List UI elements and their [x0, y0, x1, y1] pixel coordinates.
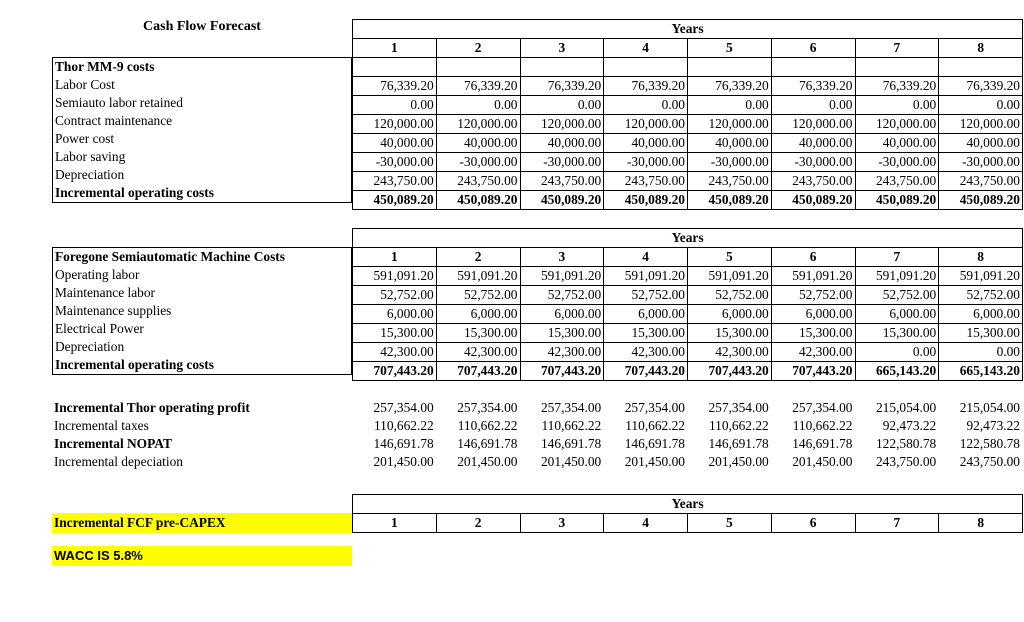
value-cell: 591,091.20	[771, 267, 855, 286]
row-label: Maintenance supplies	[55, 303, 172, 318]
value-cell: 40,000.00	[688, 134, 772, 153]
value-cell: 243,750.00	[959, 454, 1020, 469]
value-cell: 0.00	[520, 96, 604, 115]
value-row	[352, 399, 1022, 417]
value-cell: 450,089.20	[855, 191, 939, 210]
value-cell: 110,662.22	[792, 418, 853, 433]
value-cell: 120,000.00	[436, 115, 520, 134]
value-row	[353, 324, 1023, 343]
row-label: Depreciation	[55, 167, 125, 182]
value-cell: 201,450.00	[373, 454, 434, 469]
year-cell: 3	[520, 514, 604, 533]
value-cell: -30,000.00	[855, 153, 939, 172]
value-cell: 40,000.00	[604, 134, 688, 153]
value-cell: 257,354.00	[457, 400, 518, 415]
year-cell: 1	[353, 39, 437, 58]
value-cell: 0.00	[939, 343, 1023, 362]
value-cell: 146,691.78	[708, 436, 769, 451]
value-row	[353, 343, 1023, 362]
value-cell: 215,054.00	[875, 400, 937, 415]
value-cell: 591,091.20	[688, 267, 772, 286]
value-cell: 52,752.00	[520, 286, 604, 305]
value-cell: 122,580.78	[959, 436, 1020, 451]
value-row	[352, 453, 1022, 471]
value-row	[353, 305, 1023, 324]
year-cell: 6	[771, 514, 855, 533]
row-label: Depreciation	[55, 339, 125, 354]
value-cell: 42,300.00	[353, 343, 437, 362]
value-cell: 76,339.20	[353, 77, 437, 96]
year-cell: 7	[855, 39, 939, 58]
value-cell: 42,300.00	[604, 343, 688, 362]
value-cell: 110,662.22	[625, 418, 685, 433]
year-cell: 6	[771, 248, 855, 267]
value-cell: -30,000.00	[604, 153, 688, 172]
value-cell: 0.00	[604, 96, 688, 115]
value-cell: 201,450.00	[540, 454, 602, 469]
value-cell: 450,089.20	[436, 191, 520, 210]
value-cell: 15,300.00	[939, 324, 1023, 343]
page-title: Cash Flow Forecast	[143, 19, 261, 34]
value-row	[353, 153, 1023, 172]
value-cell: 52,752.00	[436, 286, 520, 305]
value-cell: 52,752.00	[688, 286, 772, 305]
year-cell: 2	[436, 39, 520, 58]
value-cell: 40,000.00	[771, 134, 855, 153]
year-cell: 8	[939, 39, 1023, 58]
value-cell: 591,091.20	[436, 267, 520, 286]
year-cell: 7	[855, 514, 939, 533]
semi-labels	[52, 247, 352, 375]
thor-labels	[52, 57, 352, 203]
value-row	[352, 435, 1022, 453]
value-cell: 591,091.20	[520, 267, 604, 286]
year-cell: 1	[353, 248, 437, 267]
fcf-years-header	[352, 494, 1023, 533]
value-cell: 450,089.20	[353, 191, 437, 210]
value-cell: 120,000.00	[604, 115, 688, 134]
value-cell: 243,750.00	[436, 172, 520, 191]
value-cell: 450,089.20	[604, 191, 688, 210]
value-cell: -30,000.00	[688, 153, 772, 172]
value-cell: 6,000.00	[520, 305, 604, 324]
value-cell: 92,473.22	[882, 418, 937, 433]
year-cell: 6	[771, 39, 855, 58]
value-cell: 146,691.78	[540, 436, 602, 451]
summary-labels	[52, 399, 352, 471]
value-row	[353, 77, 1023, 96]
value-cell: 257,354.00	[373, 400, 434, 415]
value-cell: 707,443.20	[353, 362, 437, 381]
value-cell: 110,662.22	[541, 418, 602, 433]
value-cell: 40,000.00	[939, 134, 1023, 153]
thor-values-table	[352, 76, 1023, 210]
value-cell: 120,000.00	[353, 115, 437, 134]
value-cell: 40,000.00	[855, 134, 939, 153]
row-label: Operating labor	[55, 267, 140, 282]
value-cell: 243,750.00	[875, 454, 937, 469]
semi-years-header	[352, 228, 1023, 248]
value-cell: 76,339.20	[520, 77, 604, 96]
value-cell: 243,750.00	[771, 172, 855, 191]
year-cell: 7	[855, 248, 939, 267]
value-cell: 0.00	[939, 96, 1023, 115]
value-cell: 450,089.20	[771, 191, 855, 210]
value-cell: 0.00	[771, 96, 855, 115]
value-cell: 707,443.20	[520, 362, 604, 381]
value-cell: 120,000.00	[688, 115, 772, 134]
value-cell: 707,443.20	[604, 362, 688, 381]
section-heading: Thor MM-9 costs	[55, 59, 155, 74]
value-cell: 201,450.00	[792, 454, 853, 469]
value-cell: 6,000.00	[604, 305, 688, 324]
value-cell: 6,000.00	[771, 305, 855, 324]
row-label: Electrical Power	[55, 321, 144, 336]
value-cell: 0.00	[353, 96, 437, 115]
year-cell: 5	[688, 248, 772, 267]
value-cell: 591,091.20	[353, 267, 437, 286]
value-cell: 42,300.00	[771, 343, 855, 362]
value-row	[353, 362, 1023, 381]
value-cell: 665,143.20	[855, 362, 939, 381]
value-cell: 201,450.00	[708, 454, 769, 469]
row-label: Labor saving	[55, 149, 126, 164]
value-cell: 120,000.00	[771, 115, 855, 134]
value-cell: 120,000.00	[520, 115, 604, 134]
row-label: Labor Cost	[55, 77, 115, 92]
value-cell: 76,339.20	[688, 77, 772, 96]
value-cell: 257,354.00	[540, 400, 602, 415]
value-cell: 6,000.00	[939, 305, 1023, 324]
value-cell: 450,089.20	[688, 191, 772, 210]
year-cell: 2	[436, 248, 520, 267]
semi-values-table	[352, 247, 1023, 381]
value-cell: 243,750.00	[939, 172, 1023, 191]
value-row	[353, 172, 1023, 191]
value-cell: 215,054.00	[959, 400, 1020, 415]
value-cell: 76,339.20	[771, 77, 855, 96]
year-cell: 3	[520, 39, 604, 58]
value-cell: 707,443.20	[688, 362, 772, 381]
value-cell: 0.00	[688, 96, 772, 115]
year-cell: 5	[688, 39, 772, 58]
year-cell: 4	[604, 514, 688, 533]
value-cell: 42,300.00	[436, 343, 520, 362]
years-label: Years	[353, 229, 1023, 248]
years-label: Years	[353, 20, 1023, 39]
value-cell: 243,750.00	[604, 172, 688, 191]
value-cell: -30,000.00	[353, 153, 437, 172]
total-label: Incremental operating costs	[55, 185, 214, 200]
section-heading: Foregone Semiautomatic Machine Costs	[55, 249, 285, 264]
value-cell: 15,300.00	[353, 324, 437, 343]
value-cell: -30,000.00	[520, 153, 604, 172]
value-cell: 0.00	[436, 96, 520, 115]
year-cell: 5	[688, 514, 772, 533]
value-cell: 15,300.00	[520, 324, 604, 343]
summary-values-table	[352, 399, 1022, 471]
value-cell: -30,000.00	[436, 153, 520, 172]
value-cell: 120,000.00	[855, 115, 939, 134]
value-cell: -30,000.00	[939, 153, 1023, 172]
years-label: Years	[353, 495, 1023, 514]
value-row	[352, 417, 1022, 435]
value-cell: 15,300.00	[771, 324, 855, 343]
value-cell: 0.00	[855, 96, 939, 115]
value-cell: 76,339.20	[855, 77, 939, 96]
value-row	[353, 267, 1023, 286]
value-cell: 52,752.00	[353, 286, 437, 305]
year-cell: 8	[939, 514, 1023, 533]
summary-label: Incremental NOPAT	[54, 436, 172, 451]
value-cell: 6,000.00	[855, 305, 939, 324]
thor-year-row	[353, 39, 1023, 58]
value-cell: 110,662.22	[457, 418, 518, 433]
value-cell: 40,000.00	[520, 134, 604, 153]
value-cell: 15,300.00	[436, 324, 520, 343]
value-cell: 52,752.00	[855, 286, 939, 305]
value-cell: 110,662.22	[373, 418, 434, 433]
year-cell: 4	[604, 39, 688, 58]
value-row	[353, 96, 1023, 115]
value-cell: 201,450.00	[457, 454, 518, 469]
value-cell: 15,300.00	[688, 324, 772, 343]
year-cell: 8	[939, 248, 1023, 267]
year-cell: 4	[604, 248, 688, 267]
fcf-year-row	[353, 514, 1023, 533]
year-cell: 3	[520, 248, 604, 267]
row-label: Maintenance labor	[55, 285, 156, 300]
year-cell: 2	[436, 514, 520, 533]
value-cell: 146,691.78	[373, 436, 434, 451]
value-cell: 243,750.00	[688, 172, 772, 191]
value-cell: 591,091.20	[855, 267, 939, 286]
value-cell: 450,089.20	[520, 191, 604, 210]
value-cell: 591,091.20	[604, 267, 688, 286]
semi-year-row	[353, 248, 1023, 267]
year-cell: 1	[353, 514, 437, 533]
wacc-label: WACC IS 5.8%	[52, 546, 352, 566]
value-cell: 243,750.00	[520, 172, 604, 191]
value-cell: 40,000.00	[353, 134, 437, 153]
summary-label: Incremental depeciation	[54, 454, 184, 469]
value-row	[353, 191, 1023, 210]
value-row	[353, 134, 1023, 153]
value-cell: 257,354.00	[708, 400, 769, 415]
value-cell: 42,300.00	[688, 343, 772, 362]
value-cell: 52,752.00	[604, 286, 688, 305]
thor-years-header	[352, 19, 1023, 77]
value-cell: 201,450.00	[624, 454, 685, 469]
value-cell: 0.00	[855, 343, 939, 362]
value-cell: 243,750.00	[353, 172, 437, 191]
total-label: Incremental operating costs	[55, 357, 214, 372]
summary-label: Incremental Thor operating profit	[54, 400, 250, 415]
value-cell: 450,089.20	[939, 191, 1023, 210]
value-cell: 76,339.20	[436, 77, 520, 96]
value-cell: 665,143.20	[939, 362, 1023, 381]
value-cell: -30,000.00	[771, 153, 855, 172]
value-cell: 122,580.78	[875, 436, 937, 451]
value-cell: 257,354.00	[792, 400, 853, 415]
value-cell: 6,000.00	[688, 305, 772, 324]
value-cell: 591,091.20	[939, 267, 1023, 286]
value-cell: 42,300.00	[520, 343, 604, 362]
value-cell: 52,752.00	[771, 286, 855, 305]
value-cell: 120,000.00	[939, 115, 1023, 134]
value-cell: 146,691.78	[624, 436, 685, 451]
row-label: Power cost	[55, 131, 115, 146]
value-row	[353, 286, 1023, 305]
value-cell: 76,339.20	[604, 77, 688, 96]
value-cell: 6,000.00	[353, 305, 437, 324]
value-cell: 146,691.78	[457, 436, 518, 451]
value-cell: 707,443.20	[436, 362, 520, 381]
value-cell: 40,000.00	[436, 134, 520, 153]
value-row	[353, 115, 1023, 134]
value-cell: 52,752.00	[939, 286, 1023, 305]
value-cell: 707,443.20	[771, 362, 855, 381]
value-cell: 257,354.00	[624, 400, 685, 415]
value-cell: 92,473.22	[966, 418, 1020, 433]
value-cell: 76,339.20	[939, 77, 1023, 96]
value-cell: 146,691.78	[792, 436, 853, 451]
row-label: Semiauto labor retained	[55, 95, 183, 110]
summary-label: Incremental taxes	[54, 418, 149, 433]
value-cell: 15,300.00	[855, 324, 939, 343]
row-label: Contract maintenance	[55, 113, 173, 128]
value-cell: 6,000.00	[436, 305, 520, 324]
value-cell: 15,300.00	[604, 324, 688, 343]
fcf-label-highlight: Incremental FCF pre-CAPEX	[52, 513, 352, 533]
value-cell: 110,662.22	[708, 418, 769, 433]
value-cell: 243,750.00	[855, 172, 939, 191]
